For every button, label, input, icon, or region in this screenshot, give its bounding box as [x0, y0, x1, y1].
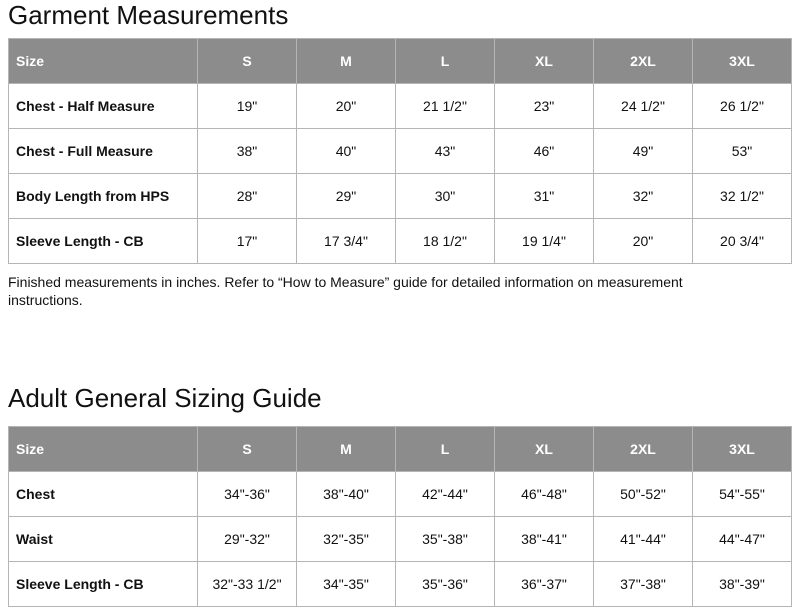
table-row	[9, 517, 792, 562]
header-size-m: M	[297, 427, 396, 472]
table-header-row	[9, 39, 792, 84]
row-label: Chest - Half Measure	[9, 84, 198, 129]
table-row	[9, 84, 792, 129]
header-size-xl: XL	[495, 427, 594, 472]
row-label: Body Length from HPS	[9, 174, 198, 219]
header-size-3xl: 3XL	[693, 39, 792, 84]
table-cell: 32"-33 1/2"	[198, 562, 297, 607]
table-row	[9, 472, 792, 517]
header-size-m: M	[297, 39, 396, 84]
table-cell: 41"-44"	[594, 517, 693, 562]
table-cell: 46"	[495, 129, 594, 174]
table-cell: 29"-32"	[198, 517, 297, 562]
table-cell: 44"-47"	[693, 517, 792, 562]
table-cell: 53"	[693, 129, 792, 174]
table-cell: 54"-55"	[693, 472, 792, 517]
table-cell: 46"-48"	[495, 472, 594, 517]
table-cell: 34"-36"	[198, 472, 297, 517]
table-cell: 20 3/4"	[693, 219, 792, 264]
header-size-s: S	[198, 39, 297, 84]
garment-measurements-table	[8, 38, 792, 264]
row-label: Chest - Full Measure	[9, 129, 198, 174]
table-cell: 40"	[297, 129, 396, 174]
table-cell: 21 1/2"	[396, 84, 495, 129]
table-cell: 34"-35"	[297, 562, 396, 607]
adult-sizing-guide-table	[8, 426, 792, 607]
table-cell: 17"	[198, 219, 297, 264]
garment-measurements-title: Garment Measurements	[8, 0, 289, 30]
row-label: Sleeve Length - CB	[9, 219, 198, 264]
table-cell: 38"-39"	[693, 562, 792, 607]
header-size-3xl: 3XL	[693, 427, 792, 472]
header-size-label: Size	[9, 39, 198, 84]
row-label: Waist	[9, 517, 198, 562]
table-cell: 17 3/4"	[297, 219, 396, 264]
header-size-s: S	[198, 427, 297, 472]
header-size-xl: XL	[495, 39, 594, 84]
table-cell: 24 1/2"	[594, 84, 693, 129]
table-cell: 35"-38"	[396, 517, 495, 562]
table-cell: 36"-37"	[495, 562, 594, 607]
table-cell: 38"-40"	[297, 472, 396, 517]
header-size-l: L	[396, 39, 495, 84]
table-cell: 31"	[495, 174, 594, 219]
table-cell: 32 1/2"	[693, 174, 792, 219]
table-cell: 19"	[198, 84, 297, 129]
table-cell: 28"	[198, 174, 297, 219]
table-cell: 29"	[297, 174, 396, 219]
measurement-note: Finished measurements in inches. Refer to “How to Measure” guide for detailed information on measurement instructions.	[8, 274, 683, 308]
table-cell: 18 1/2"	[396, 219, 495, 264]
table-cell: 38"-41"	[495, 517, 594, 562]
table-cell: 32"	[594, 174, 693, 219]
table-cell: 50"-52"	[594, 472, 693, 517]
table-cell: 26 1/2"	[693, 84, 792, 129]
header-size-2xl: 2XL	[594, 39, 693, 84]
table-row	[9, 129, 792, 174]
header-size-label: Size	[9, 427, 198, 472]
table-cell: 43"	[396, 129, 495, 174]
table-cell: 38"	[198, 129, 297, 174]
table-cell: 49"	[594, 129, 693, 174]
row-label: Chest	[9, 472, 198, 517]
table-cell: 20"	[594, 219, 693, 264]
header-size-l: L	[396, 427, 495, 472]
header-size-2xl: 2XL	[594, 427, 693, 472]
table-header-row	[9, 427, 792, 472]
table-cell: 23"	[495, 84, 594, 129]
table-cell: 35"-36"	[396, 562, 495, 607]
table-cell: 19 1/4"	[495, 219, 594, 264]
table-cell: 42"-44"	[396, 472, 495, 517]
table-cell: 37"-38"	[594, 562, 693, 607]
table-cell: 20"	[297, 84, 396, 129]
table-cell: 32"-35"	[297, 517, 396, 562]
table-row	[9, 219, 792, 264]
adult-sizing-guide-title: Adult General Sizing Guide	[8, 383, 322, 413]
table-cell: 30"	[396, 174, 495, 219]
row-label: Sleeve Length - CB	[9, 562, 198, 607]
table-row	[9, 562, 792, 607]
table-row	[9, 174, 792, 219]
